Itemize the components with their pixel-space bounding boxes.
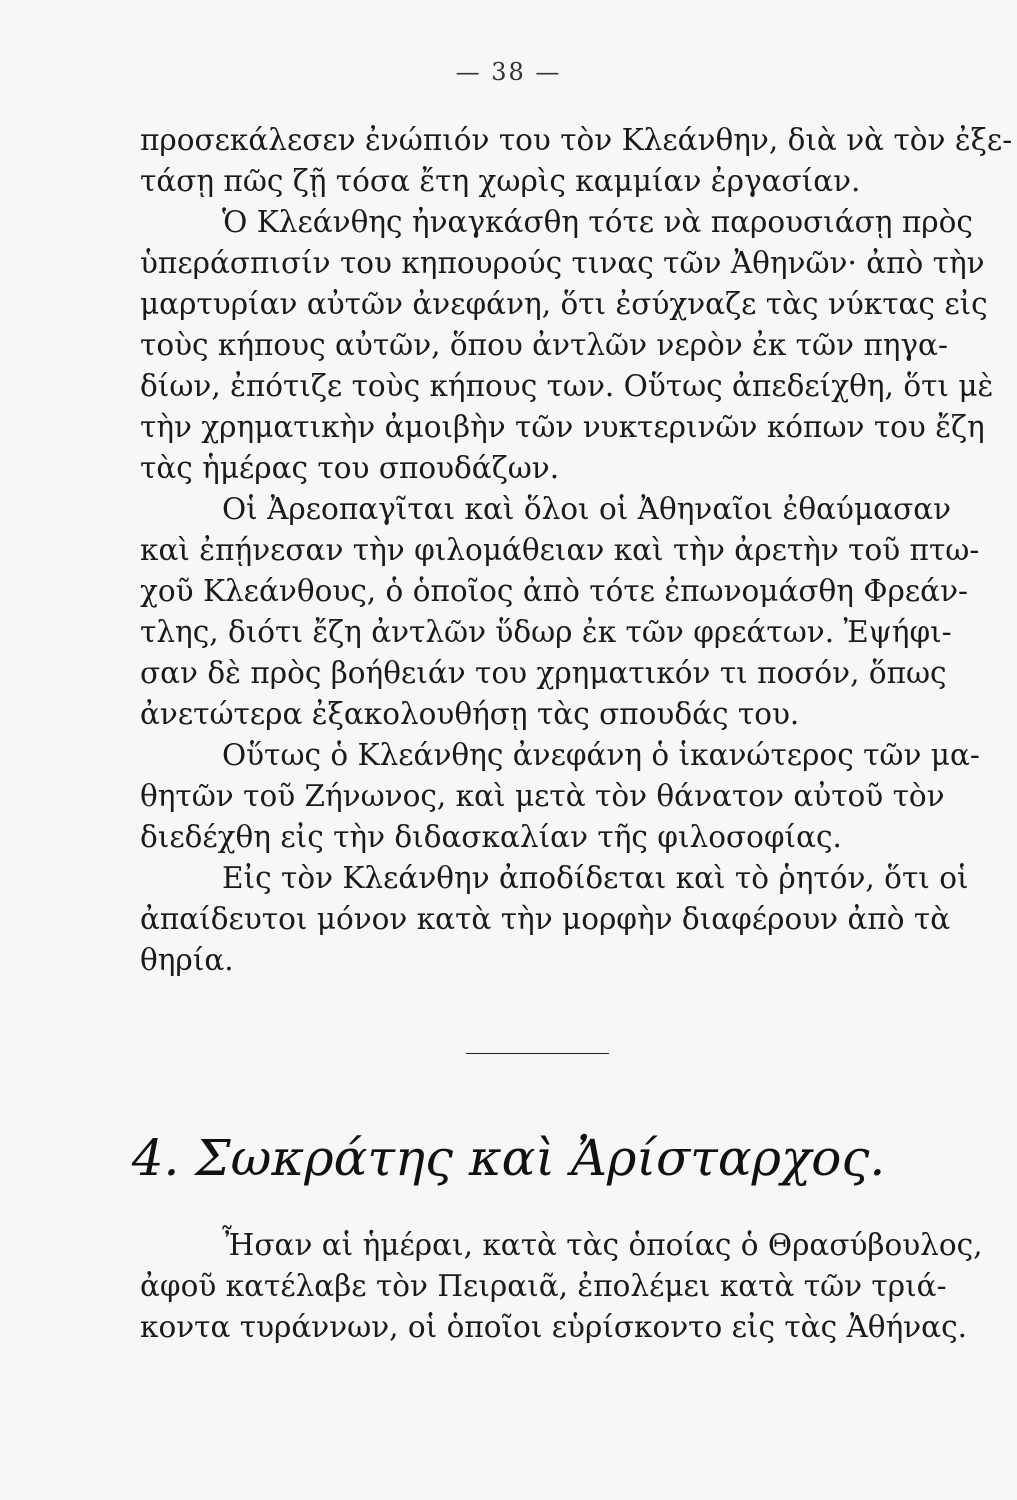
text-line: θηρία. [140, 943, 234, 977]
text-line: τλης, διότι ἔζη ἀντλῶν ὕδωρ ἐκ τῶν φρεάτων. Ἐψήφι- [140, 615, 952, 649]
text-line: Οὕτως ὁ Κλεάνθης ἀνεφάνη ὁ ἱκανώτερος τῶν μα- [222, 738, 980, 772]
text-line: δίων, ἐπότιζε τοὺς κήπους των. Οὕτως ἀπεδείχθη, ὅτι μὲ [140, 369, 994, 403]
section-body [140, 1225, 983, 1348]
text-line: σαν δὲ πρὸς βοήθειάν του χρηματικόν τι ποσόν, ὅπως [140, 656, 947, 690]
text-line: διεδέχθη εἰς τὴν διδασκαλίαν τῆς φιλοσοφίας. [140, 820, 842, 854]
page-number: — 38 — [455, 58, 562, 86]
text-line: καὶ ἐπῄνεσαν τὴν φιλομάθειαν καὶ τὴν ἀρετὴν τοῦ πτω- [140, 533, 980, 567]
text-line: προσεκάλεσεν ἐνώπιόν του τὸν Κλεάνθην, διὰ νὰ τὸν ἐξε- [140, 123, 1013, 157]
text-line: Ἦσαν αἱ ἡμέραι, κατὰ τὰς ὁποίας ὁ Θρασύβουλος, [222, 1228, 983, 1262]
text-line: ἀπαίδευτοι μόνον κατὰ τὴν μορφὴν διαφέρουν ἀπὸ τὰ [140, 902, 951, 936]
text-line: τὴν χρηματικὴν ἀμοιβὴν τῶν νυκτερινῶν κόπων του ἔζη [140, 410, 985, 444]
body-text [140, 120, 1013, 981]
text-line: ἀφοῦ κατέλαβε τὸν Πειραιᾶ, ἐπολέμει κατὰ τῶν τριά- [140, 1269, 947, 1303]
text-line: ὑπεράσπισίν του κηπουρούς τινας τῶν Ἀθηνῶν· ἀπὸ τὴν [140, 246, 985, 280]
text-line: ἀνετώτερα ἐξακολουθήσῃ τὰς σπουδάς του. [140, 697, 800, 731]
section-divider [466, 1053, 609, 1054]
text-line: τὰς ἡμέρας του σπουδάζων. [140, 451, 560, 485]
text-line: Εἰς τὸν Κλεάνθην ἀποδίδεται καὶ τὸ ῥητόν, ὅτι οἱ [222, 861, 969, 895]
text-line: τοὺς κήπους αὐτῶν, ὅπου ἀντλῶν νερὸν ἐκ τῶν πηγα- [140, 328, 948, 362]
text-line: θητῶν τοῦ Ζήνωνος, καὶ μετὰ τὸν θάνατον αὐτοῦ τὸν [140, 779, 945, 813]
text-line: Οἱ Ἀρεοπαγῖται καὶ ὅλοι οἱ Ἀθηναῖοι ἐθαύμασαν [222, 492, 952, 526]
text-line: Ὁ Κλεάνθης ἠναγκάσθη τότε νὰ παρουσιάσῃ πρὸς [222, 205, 973, 239]
text-line: κοντα τυράννων, οἱ ὁποῖοι εὑρίσκοντο εἰς τὰς Ἀθήνας. [140, 1310, 967, 1344]
text-line: τάσῃ πῶς ζῇ τόσα ἔτη χωρὶς καμμίαν ἐργασίαν. [140, 164, 861, 198]
text-line: μαρτυρίαν αὐτῶν ἀνεφάνη, ὅτι ἐσύχναζε τὰς νύκτας εἰς [140, 287, 988, 321]
text-line: χοῦ Κλεάνθους, ὁ ὁποῖος ἀπὸ τότε ἐπωνομάσθη Φρεάν- [140, 574, 968, 608]
section-heading: 4. Σωκράτης καὶ Ἀρίσταρχος. [131, 1129, 886, 1187]
